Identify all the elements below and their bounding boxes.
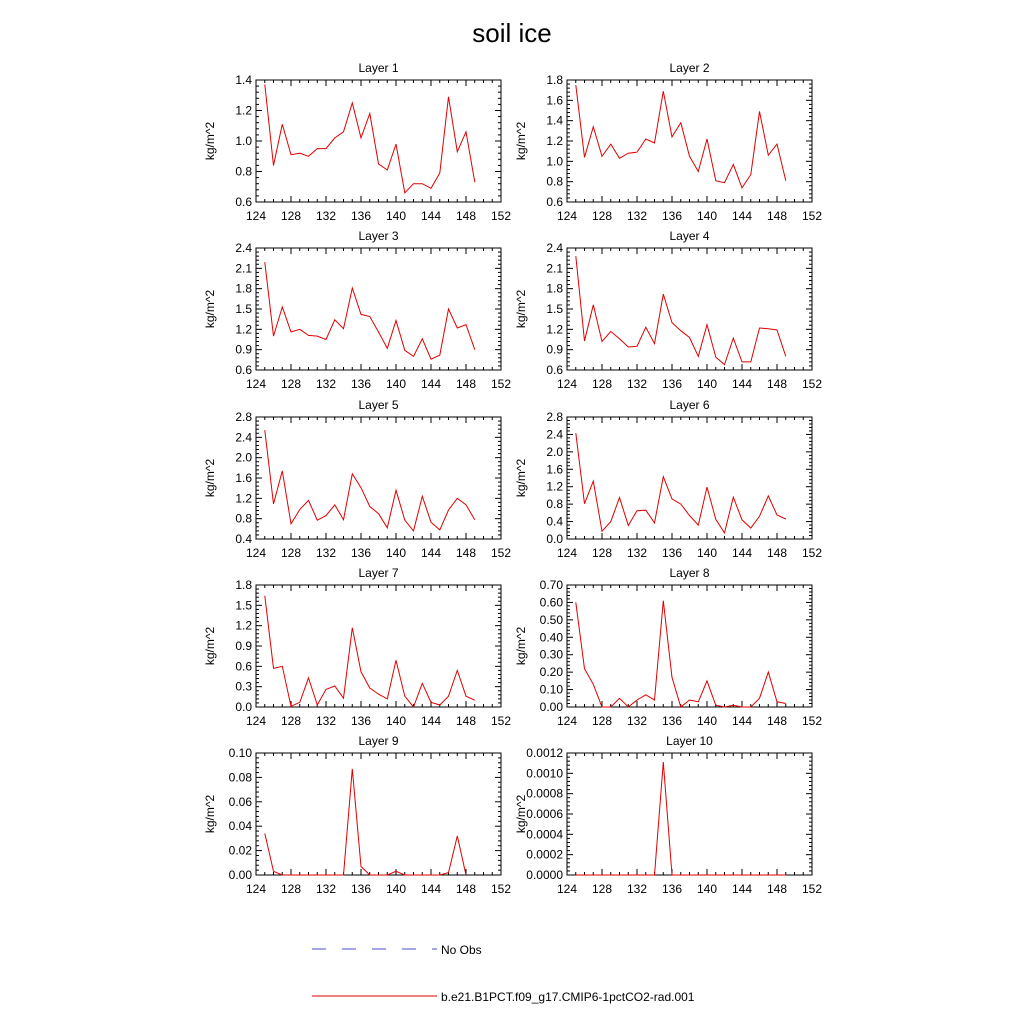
x-tick-label: 144 <box>731 209 753 223</box>
series-line <box>576 256 786 365</box>
y-tick-label: 0.0006 <box>526 807 563 821</box>
panel-title: Layer 8 <box>669 566 710 580</box>
y-tick-label: 1.4 <box>546 113 563 128</box>
x-tick-label: 148 <box>455 209 477 223</box>
y-axis-label: kg/m^2 <box>514 794 528 834</box>
y-tick-label: 0.8 <box>235 511 252 526</box>
x-tick-label: 144 <box>420 714 442 728</box>
x-tick-label: 148 <box>455 882 477 896</box>
x-tick-label: 152 <box>490 882 512 896</box>
x-tick-label: 128 <box>591 377 613 391</box>
y-tick-label: 2.4 <box>546 427 563 442</box>
y-axis-label: kg/m^2 <box>203 458 217 498</box>
series-line <box>576 433 786 533</box>
x-tick-label: 124 <box>556 882 578 896</box>
x-tick-label: 132 <box>315 714 337 728</box>
y-tick-label: 0.3 <box>235 679 252 694</box>
x-tick-label: 140 <box>696 714 718 728</box>
x-tick-label: 144 <box>731 882 753 896</box>
y-tick-label: 1.8 <box>235 578 252 592</box>
x-tick-label: 128 <box>280 882 302 896</box>
y-tick-label: 1.2 <box>235 322 252 337</box>
x-tick-label: 148 <box>766 714 788 728</box>
x-tick-label: 152 <box>801 209 823 223</box>
plot-frame <box>256 753 501 875</box>
y-tick-label: 0.0004 <box>526 827 563 842</box>
x-tick-label: 148 <box>455 377 477 391</box>
y-tick-label: 1.0 <box>235 134 252 148</box>
x-tick-label: 128 <box>591 714 613 728</box>
y-tick-label: 0.0 <box>546 532 563 546</box>
x-tick-label: 124 <box>556 377 578 391</box>
x-tick-label: 128 <box>280 209 302 223</box>
panel-layer-2 <box>514 61 822 223</box>
plot-frame <box>567 585 812 707</box>
y-tick-label: 0.6 <box>235 363 252 377</box>
y-tick-label: 1.2 <box>235 103 252 118</box>
y-tick-label: 0.00 <box>228 868 252 882</box>
y-axis-label: kg/m^2 <box>514 458 528 498</box>
y-axis-label: kg/m^2 <box>514 626 528 666</box>
panel-layer-10 <box>514 734 822 896</box>
x-tick-label: 132 <box>315 209 337 223</box>
y-tick-label: 0.4 <box>546 514 563 529</box>
panels <box>203 61 822 896</box>
y-tick-label: 0.4 <box>235 532 252 546</box>
y-tick-label: 2.4 <box>235 241 252 255</box>
x-tick-label: 124 <box>245 377 267 391</box>
plot-frame <box>256 80 501 202</box>
x-tick-label: 152 <box>801 546 823 560</box>
x-tick-label: 136 <box>661 209 683 223</box>
x-tick-label: 132 <box>315 882 337 896</box>
panel-layer-8 <box>514 566 822 728</box>
series-line <box>265 596 475 707</box>
x-tick-label: 136 <box>350 377 372 391</box>
y-tick-label: 0.9 <box>235 342 252 357</box>
panel-layer-9 <box>203 734 511 896</box>
y-axis-label: kg/m^2 <box>514 121 528 161</box>
x-tick-label: 148 <box>455 714 477 728</box>
y-tick-label: 2.0 <box>546 444 563 459</box>
y-tick-label: 0.30 <box>539 647 563 662</box>
panel-layer-1 <box>203 61 511 223</box>
y-tick-label: 0.0008 <box>526 786 563 801</box>
x-tick-label: 140 <box>385 546 407 560</box>
panel-layer-6 <box>514 398 822 560</box>
x-tick-label: 128 <box>591 882 613 896</box>
legend-no-obs-label: No Obs <box>441 943 482 957</box>
x-tick-label: 128 <box>591 546 613 560</box>
panel-layer-7 <box>203 566 511 728</box>
x-tick-label: 124 <box>556 546 578 560</box>
panel-title: Layer 2 <box>669 61 710 75</box>
y-tick-label: 1.5 <box>546 302 563 316</box>
x-tick-label: 136 <box>661 882 683 896</box>
x-tick-label: 148 <box>766 209 788 223</box>
panel-layer-5 <box>203 398 511 560</box>
x-tick-label: 152 <box>490 377 512 391</box>
series-line <box>265 85 475 193</box>
x-tick-label: 144 <box>420 377 442 391</box>
y-tick-label: 0.08 <box>228 770 252 785</box>
panel-title: Layer 6 <box>669 398 710 412</box>
x-tick-label: 144 <box>731 546 753 560</box>
x-tick-label: 136 <box>661 377 683 391</box>
legend <box>312 943 695 1004</box>
x-tick-label: 140 <box>696 209 718 223</box>
panel-layer-4 <box>514 229 822 391</box>
x-tick-label: 124 <box>245 209 267 223</box>
series-line <box>576 762 786 875</box>
x-tick-label: 124 <box>556 714 578 728</box>
x-tick-label: 152 <box>490 546 512 560</box>
x-tick-label: 132 <box>315 546 337 560</box>
y-tick-label: 0.20 <box>539 665 563 680</box>
x-tick-label: 132 <box>626 714 648 728</box>
x-tick-label: 124 <box>245 546 267 560</box>
x-tick-label: 144 <box>420 209 442 223</box>
y-tick-label: 0.6 <box>235 659 252 674</box>
y-tick-label: 1.8 <box>546 281 563 296</box>
x-tick-label: 132 <box>626 546 648 560</box>
y-tick-label: 1.5 <box>235 302 252 316</box>
x-tick-label: 140 <box>696 546 718 560</box>
y-tick-label: 0.02 <box>228 843 252 858</box>
y-tick-label: 0.6 <box>546 195 563 209</box>
panel-title: Layer 9 <box>358 734 399 748</box>
y-tick-label: 0.06 <box>228 794 252 809</box>
x-tick-label: 144 <box>731 714 753 728</box>
y-tick-label: 2.8 <box>546 410 563 424</box>
y-tick-label: 0.8 <box>546 174 563 189</box>
x-tick-label: 140 <box>385 882 407 896</box>
y-tick-label: 2.1 <box>546 261 563 276</box>
x-tick-label: 152 <box>801 882 823 896</box>
y-tick-label: 1.2 <box>235 491 252 506</box>
y-tick-label: 1.8 <box>235 281 252 296</box>
y-tick-label: 1.2 <box>546 322 563 337</box>
x-tick-label: 124 <box>245 882 267 896</box>
y-tick-label: 0.8 <box>546 497 563 512</box>
x-tick-label: 128 <box>280 377 302 391</box>
y-tick-label: 0.50 <box>539 612 563 627</box>
legend-model-label: b.e21.B1PCT.f09_g17.CMIP6-1pctCO2-rad.001 <box>441 990 695 1004</box>
y-axis-label: kg/m^2 <box>203 794 217 834</box>
y-tick-label: 0.9 <box>546 342 563 357</box>
x-tick-label: 136 <box>350 882 372 896</box>
y-tick-label: 1.2 <box>546 479 563 494</box>
x-tick-label: 136 <box>350 546 372 560</box>
panel-layer-3 <box>203 229 511 391</box>
y-tick-label: 2.8 <box>235 410 252 424</box>
plot-frame <box>567 753 812 875</box>
y-axis-label: kg/m^2 <box>203 289 217 329</box>
series-line <box>576 85 786 188</box>
x-tick-label: 136 <box>350 714 372 728</box>
series-line <box>265 769 466 875</box>
y-tick-label: 0.10 <box>228 746 252 760</box>
panel-title: Layer 4 <box>669 229 710 243</box>
y-tick-label: 1.0 <box>546 154 563 169</box>
y-tick-label: 0.9 <box>235 639 252 653</box>
x-tick-label: 152 <box>801 714 823 728</box>
series-line <box>265 430 475 531</box>
x-tick-label: 136 <box>350 209 372 223</box>
x-tick-label: 128 <box>280 546 302 560</box>
x-tick-label: 144 <box>420 882 442 896</box>
y-tick-label: 0.0 <box>235 700 252 714</box>
y-tick-label: 0.0002 <box>526 847 563 862</box>
x-tick-label: 144 <box>420 546 442 560</box>
y-tick-label: 0.40 <box>539 630 563 645</box>
y-tick-label: 2.4 <box>546 241 563 255</box>
panel-title: Layer 10 <box>666 734 713 748</box>
plot-frame <box>567 417 812 539</box>
x-tick-label: 148 <box>766 546 788 560</box>
plot-frame <box>256 248 501 370</box>
x-tick-label: 132 <box>626 377 648 391</box>
y-axis-label: kg/m^2 <box>203 626 217 666</box>
y-tick-label: 1.8 <box>546 73 563 87</box>
series-line <box>265 262 475 359</box>
figure-title: soil ice <box>472 18 552 48</box>
plot-frame <box>567 248 812 370</box>
y-tick-label: 0.60 <box>539 595 563 610</box>
plot-frame <box>567 80 812 202</box>
panel-title: Layer 5 <box>358 398 399 412</box>
y-tick-label: 0.6 <box>546 363 563 377</box>
y-tick-label: 1.5 <box>235 598 252 613</box>
y-tick-label: 1.4 <box>235 73 252 87</box>
x-tick-label: 132 <box>626 882 648 896</box>
x-tick-label: 140 <box>385 377 407 391</box>
y-tick-label: 0.00 <box>539 700 563 714</box>
panel-title: Layer 3 <box>358 229 399 243</box>
y-axis-label: kg/m^2 <box>203 121 217 161</box>
x-tick-label: 152 <box>801 377 823 391</box>
y-tick-label: 1.6 <box>546 93 563 108</box>
y-tick-label: 0.0000 <box>526 868 563 882</box>
y-tick-label: 1.6 <box>235 471 252 485</box>
x-tick-label: 144 <box>731 377 753 391</box>
x-tick-label: 136 <box>661 546 683 560</box>
y-tick-label: 1.6 <box>546 462 563 477</box>
x-tick-label: 132 <box>315 377 337 391</box>
panel-title: Layer 7 <box>358 566 399 580</box>
y-tick-label: 0.8 <box>235 164 252 179</box>
x-tick-label: 152 <box>490 209 512 223</box>
x-tick-label: 136 <box>661 714 683 728</box>
y-tick-label: 2.0 <box>235 450 252 465</box>
panel-title: Layer 1 <box>358 61 399 75</box>
plot-frame <box>256 585 501 707</box>
x-tick-label: 132 <box>626 209 648 223</box>
series-line <box>576 601 786 707</box>
y-tick-label: 1.2 <box>235 618 252 633</box>
y-tick-label: 0.10 <box>539 682 563 697</box>
y-tick-label: 0.04 <box>228 819 252 834</box>
x-tick-label: 140 <box>385 209 407 223</box>
x-tick-label: 140 <box>385 714 407 728</box>
y-tick-label: 1.2 <box>546 134 563 148</box>
y-tick-label: 0.6 <box>235 195 252 209</box>
x-tick-label: 148 <box>766 882 788 896</box>
x-tick-label: 128 <box>591 209 613 223</box>
x-tick-label: 152 <box>490 714 512 728</box>
x-tick-label: 124 <box>556 209 578 223</box>
x-tick-label: 140 <box>696 882 718 896</box>
y-tick-label: 2.1 <box>235 261 252 276</box>
y-tick-label: 0.70 <box>539 578 563 592</box>
x-tick-label: 124 <box>245 714 267 728</box>
x-tick-label: 148 <box>766 377 788 391</box>
y-axis-label: kg/m^2 <box>514 289 528 329</box>
x-tick-label: 148 <box>455 546 477 560</box>
y-tick-label: 2.4 <box>235 430 252 445</box>
x-tick-label: 140 <box>696 377 718 391</box>
y-tick-label: 0.0010 <box>526 766 563 781</box>
y-tick-label: 0.0012 <box>526 746 563 760</box>
x-tick-label: 128 <box>280 714 302 728</box>
